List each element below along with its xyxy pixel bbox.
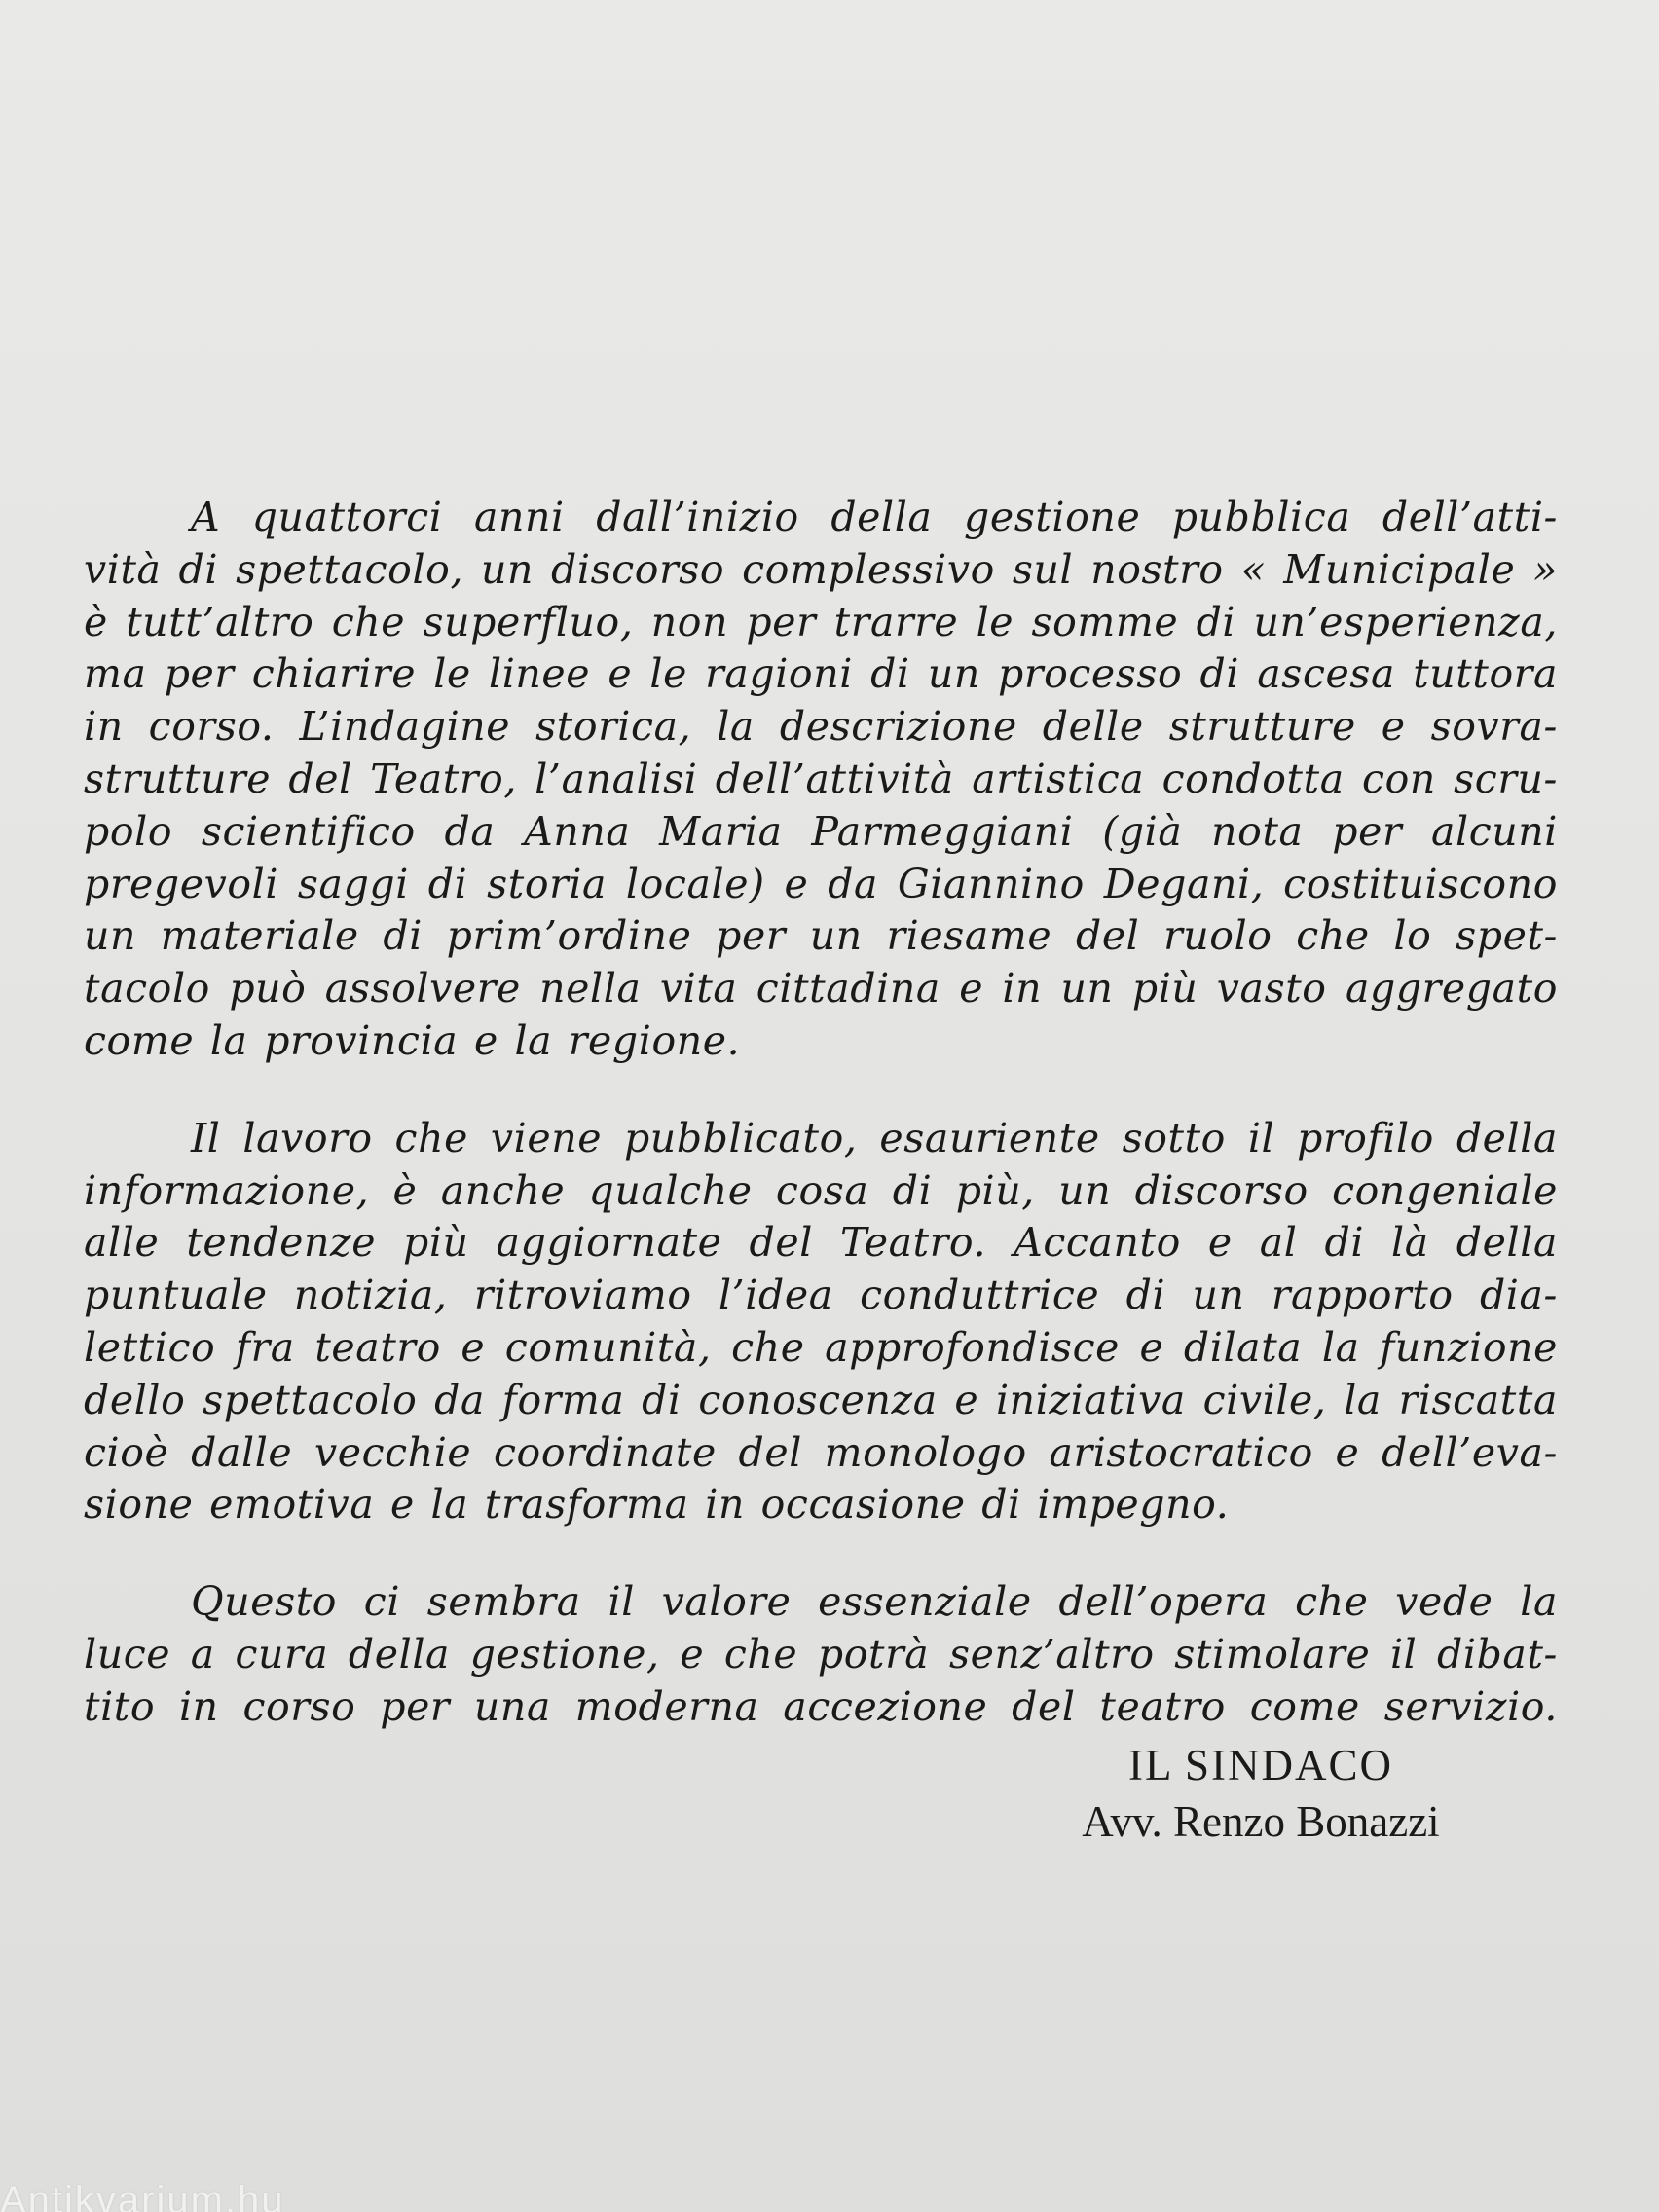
text-line: luce a cura della gestione, e che potrà senz’altro stimolare il dibat- — [84, 1630, 1558, 1677]
text-line: pregevoli saggi di storia locale) e da Giannino Degani, costituiscono — [84, 860, 1558, 907]
text-line: Questo ci sembra il valore essenziale dell’opera che vede la — [191, 1578, 1558, 1626]
text-line: è tutt’altro che superfluo, non per trarre le somme di un’esperienza, — [84, 598, 1558, 645]
text-line: come la provincia e la regione. — [84, 1016, 741, 1064]
text-line: A quattorci anni dall’inizio della gestione pubblica dell’atti- — [191, 494, 1558, 540]
paragraph-2 — [84, 1113, 1558, 1531]
text-line: cioè dalle vecchie coordinate del monologo aristocratico e dell’eva- — [84, 1428, 1558, 1476]
text-line: informazione, è anche qualche cosa di più, un discorso congeniale — [84, 1166, 1558, 1214]
signature-name: Avv. Renzo Bonazzi — [1082, 1797, 1440, 1846]
paragraph-3 — [84, 1576, 1558, 1733]
text-line: puntuale notizia, ritroviamo l’idea conduttrice di un rapporto dia- — [84, 1272, 1558, 1319]
text-line: vità di spettacolo, un discorso complessivo sul nostro « Municipale » — [84, 545, 1558, 593]
text-line: ma per chiarire le linee e le ragioni di un processo di ascesa tuttora — [84, 650, 1558, 698]
letter-body — [84, 492, 1558, 1779]
signature-title: IL SINDACO — [1127, 1741, 1394, 1789]
text-line: in corso. L’indagine storica, la descrizione delle strutture e sovra- — [84, 703, 1558, 751]
text-line: un materiale di prim’ordine per un riesame del ruolo che lo spet- — [84, 912, 1558, 960]
text-line: Il lavoro che viene pubblicato, esauriente sotto il profilo della — [191, 1114, 1558, 1161]
watermark: Antikvarium.hu — [0, 2179, 285, 2212]
text-line: strutture del Teatro, l’analisi dell’attività artistica condotta con scru- — [84, 755, 1558, 802]
paragraph-1 — [84, 492, 1558, 1068]
text-line: polo scientifico da Anna Maria Parmeggiani (già nota per alcuni — [84, 807, 1558, 855]
text-line: lettico fra teatro e comunità, che approfondisce e dilata la funzione — [84, 1323, 1558, 1371]
text-line: tito in corso per una moderna accezione del teatro come servizio. — [84, 1682, 1558, 1730]
text-line: tacolo può assolvere nella vita cittadina e in un più vasto aggregato — [84, 965, 1558, 1013]
signature-block — [1003, 1737, 1519, 1850]
text-line: dello spettacolo da forma di conoscenza e iniziativa civile, la riscatta — [84, 1376, 1558, 1423]
text-line: alle tendenze più aggiornate del Teatro. Accanto e al di là della — [84, 1219, 1558, 1267]
text-line: sione emotiva e la trasforma in occasione di impegno. — [84, 1481, 1230, 1529]
